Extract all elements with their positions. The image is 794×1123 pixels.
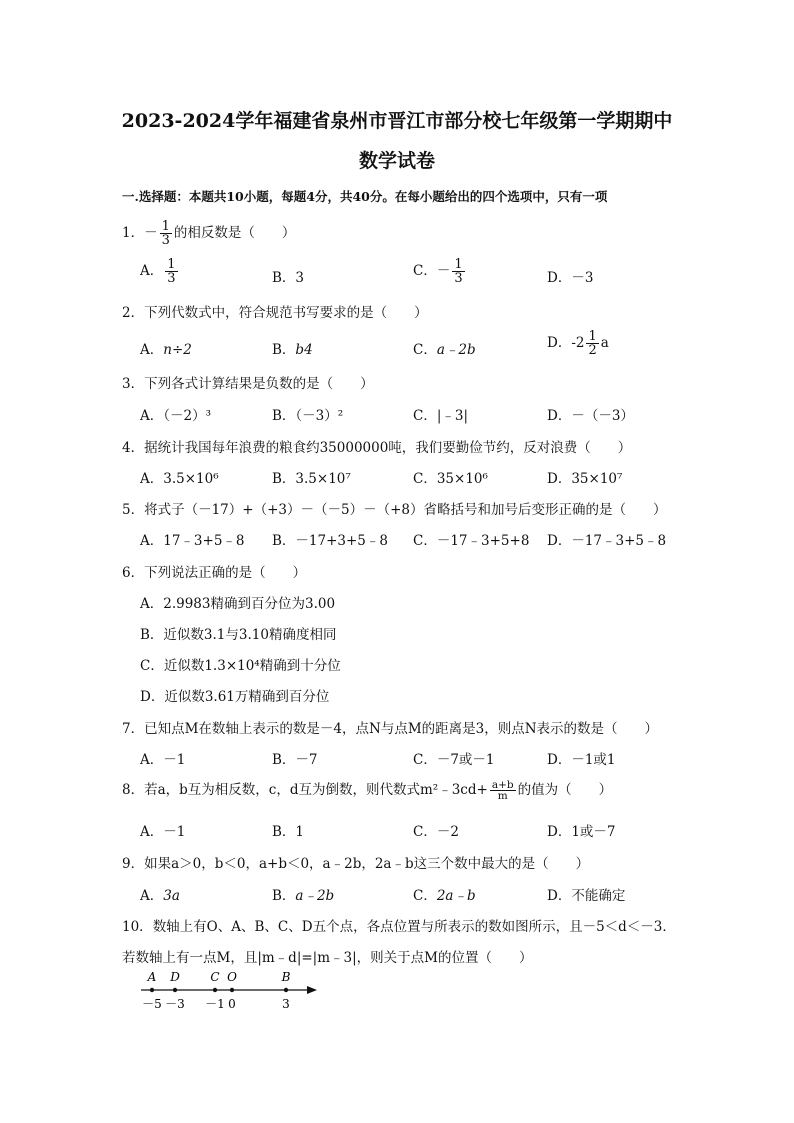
- point-a-value: －5: [142, 997, 162, 1011]
- q6-option-c[interactable]: [140, 654, 341, 674]
- question-number: 1．: [122, 225, 145, 241]
- stem-prefix: 若a，b互为相反数，c，d互为倒数，则代数式m²﹣3cd+: [144, 782, 488, 798]
- question-stem: 如果a＞0，b＜0，a+b＜0，a﹣2b，2a﹣b这三个数中最大的是（ ）: [144, 856, 590, 872]
- option-label: D．: [547, 824, 572, 840]
- axis-arrow: [307, 986, 317, 994]
- question-1: [122, 220, 295, 247]
- question-10: [122, 915, 676, 935]
- option-label: D．: [140, 689, 165, 705]
- point-c-dot: [213, 988, 217, 992]
- fraction-numerator: 1: [588, 329, 597, 344]
- question-stem: 下列各式计算结果是负数的是（ ）: [144, 376, 374, 392]
- option-label: B．: [272, 533, 296, 549]
- q4-option-d[interactable]: [547, 467, 622, 487]
- question-stem: 将式子（－17）+（+3）－（－5）－（+8）省略括号和加号后变形正确的是（ ）: [144, 502, 667, 518]
- question-6: [122, 561, 306, 581]
- option-text: 近似数3.61万精确到百分位: [164, 689, 330, 705]
- option-text: －1: [163, 752, 186, 768]
- question-10-line2: 若数轴上有一点M，且|m﹣d|=|m﹣3|，则关于点M的位置（ ）: [122, 950, 533, 966]
- q8-option-c[interactable]: [413, 820, 459, 840]
- q7-option-b[interactable]: [272, 748, 318, 768]
- option-label: B．: [272, 342, 296, 358]
- option-label: A．: [140, 888, 164, 904]
- option-text: 1或－7: [571, 824, 616, 840]
- q5-option-a[interactable]: [140, 529, 245, 549]
- option-label: A．: [140, 471, 164, 487]
- option-label: D．: [547, 335, 572, 351]
- question-7: [122, 717, 658, 737]
- question-4: [122, 436, 631, 456]
- option-text: 2.9983精确到百分位为3.00: [163, 596, 336, 612]
- q5-option-b[interactable]: [272, 529, 388, 549]
- point-o-value: 0: [228, 997, 236, 1011]
- option-text: n÷2: [163, 342, 192, 358]
- option-text: （－2）³: [163, 408, 212, 424]
- option-text: 近似数3.1与3.10精确度相同: [163, 627, 337, 643]
- q6-option-d[interactable]: [140, 685, 329, 705]
- option-label: A．: [140, 596, 164, 612]
- option-label: A．: [140, 752, 164, 768]
- option-text: －7或－1: [436, 752, 495, 768]
- option-label: C．: [140, 658, 164, 674]
- fraction-numerator: a+b: [491, 778, 514, 791]
- q4-option-a[interactable]: [140, 467, 219, 487]
- point-b-label: B: [281, 970, 291, 984]
- fraction-denominator: 2: [588, 343, 597, 358]
- q9-option-d[interactable]: [547, 884, 625, 904]
- q1-option-c[interactable]: [413, 258, 467, 285]
- question-number: 5．: [122, 502, 145, 518]
- point-d-label: D: [170, 970, 180, 984]
- fraction-denominator: 3: [454, 271, 463, 286]
- option-text: －2: [436, 824, 459, 840]
- stem-prefix: －: [144, 225, 158, 241]
- question-number: 7．: [122, 721, 145, 737]
- option-label: D．: [547, 471, 572, 487]
- option-label: C．: [413, 888, 437, 904]
- option-label: B．: [272, 752, 296, 768]
- option-label: A．: [140, 408, 164, 424]
- question-3: [122, 372, 374, 392]
- question-5: [122, 498, 666, 518]
- option-label: A．: [140, 533, 164, 549]
- q5-option-d[interactable]: [547, 529, 666, 549]
- question-number: 9．: [122, 856, 145, 872]
- q4-option-b[interactable]: [272, 467, 351, 487]
- q3-option-d[interactable]: [547, 404, 634, 424]
- option-label: C．: [413, 342, 437, 358]
- q4-option-c[interactable]: [413, 467, 488, 487]
- option-text: －17+3+5﹣8: [295, 533, 388, 549]
- section-heading: 一.选择题：本题共10小题，每题4分，共40分。在每小题给出的四个选项中，只有一项: [122, 189, 608, 204]
- option-label: B．: [272, 471, 296, 487]
- fraction-numerator: 1: [167, 257, 176, 272]
- q7-option-d[interactable]: [547, 748, 616, 768]
- q1-option-b[interactable]: [272, 266, 304, 286]
- q9-option-a[interactable]: [140, 884, 180, 904]
- option-fraction: [165, 258, 177, 285]
- question-stem: 已知点M在数轴上表示的数是－4，点N与点M的距离是3，则点N表示的数是（ ）: [144, 721, 659, 737]
- option-label: B．: [272, 408, 296, 424]
- q2-option-c[interactable]: [413, 338, 476, 358]
- point-o-dot: [230, 988, 234, 992]
- option-text: b4: [295, 342, 313, 358]
- point-c-value: －1: [205, 997, 225, 1011]
- q3-option-a[interactable]: [140, 404, 211, 424]
- question-stem: 下列代数式中，符合规范书写要求的是（ ）: [144, 305, 428, 321]
- question-2: [122, 301, 428, 321]
- q8-option-d[interactable]: [547, 820, 616, 840]
- question-stem: 据统计我国每年浪费的粮食约35000000吨，我们要勤俭节约，反对浪费（ ）: [144, 440, 632, 456]
- option-label: A．: [140, 263, 164, 279]
- exam-title-line1: 2023-2024学年福建省泉州市晋江市部分校七年级第一学期期中: [121, 110, 673, 132]
- question-stem: 下列说法正确的是（ ）: [144, 565, 307, 581]
- option-label: C．: [413, 752, 437, 768]
- q6-option-b[interactable]: [140, 623, 336, 643]
- question-number: 4．: [122, 440, 145, 456]
- option-text: 3a: [163, 888, 180, 904]
- option-suffix: a: [600, 335, 609, 351]
- q8-option-b[interactable]: [272, 820, 304, 840]
- fraction-denominator: 3: [167, 271, 176, 286]
- option-prefix: －: [436, 263, 451, 279]
- point-a-label: A: [147, 970, 157, 984]
- option-text: |﹣3|: [436, 408, 469, 424]
- point-d-dot: [173, 988, 177, 992]
- question-number: 10．: [122, 919, 153, 935]
- option-text: 3.5×10⁶: [163, 471, 219, 487]
- option-prefix: -2: [571, 335, 585, 351]
- fraction-numerator: 1: [454, 257, 463, 272]
- q7-option-a[interactable]: [140, 748, 185, 768]
- option-text: 17﹣3+5﹣8: [163, 533, 245, 549]
- number-line-figure: [135, 966, 335, 1016]
- option-text: 不能确定: [571, 888, 626, 904]
- q3-option-c[interactable]: [413, 404, 468, 424]
- option-label: D．: [547, 888, 572, 904]
- q2-option-b[interactable]: [272, 338, 313, 358]
- stem-fraction: [160, 220, 172, 247]
- fraction-denominator: 3: [161, 233, 170, 248]
- option-label: D．: [547, 752, 572, 768]
- q9-option-c[interactable]: [413, 884, 476, 904]
- option-text: －（－3）: [571, 408, 634, 424]
- fraction-numerator: 1: [161, 219, 170, 234]
- point-a-dot: [150, 988, 154, 992]
- point-b-value: 3: [282, 997, 290, 1011]
- option-label: D．: [547, 408, 572, 424]
- option-label: C．: [413, 471, 437, 487]
- question-number: 6．: [122, 565, 145, 581]
- option-text: 35×10⁷: [571, 471, 623, 487]
- option-label: C．: [413, 408, 437, 424]
- question-number: 8．: [122, 782, 145, 798]
- option-text: 3.5×10⁷: [295, 471, 351, 487]
- option-label: A．: [140, 824, 164, 840]
- option-text: 3: [295, 270, 305, 286]
- fraction-denominator: m: [497, 790, 508, 802]
- question-number: 2．: [122, 305, 145, 321]
- option-text: 近似数1.3×10⁴精确到十分位: [163, 658, 341, 674]
- q7-option-c[interactable]: [413, 748, 495, 768]
- option-text: a﹣2b: [436, 342, 476, 358]
- option-text: －7: [295, 752, 318, 768]
- option-label: A．: [140, 342, 164, 358]
- option-label: B．: [140, 627, 164, 643]
- option-label: C．: [413, 533, 437, 549]
- option-text: －17﹣3+5+8: [436, 533, 530, 549]
- point-o-label: O: [227, 970, 237, 984]
- option-label: B．: [272, 270, 296, 286]
- question-stem-line1: 数轴上有O、A、B、C、D五个点，各点位置与所表示的数如图所示，且－5＜d＜－3．: [152, 919, 676, 935]
- point-b-dot: [284, 988, 288, 992]
- option-text: （－3）²: [295, 408, 344, 424]
- q9-option-b[interactable]: [272, 884, 334, 904]
- option-label: B．: [272, 888, 296, 904]
- option-label: D．: [547, 533, 572, 549]
- option-label: B．: [272, 824, 296, 840]
- q1-option-d[interactable]: [547, 266, 593, 286]
- option-text: －17﹣3+5﹣8: [571, 533, 667, 549]
- stem-fraction: [490, 780, 516, 802]
- q1-option-a[interactable]: [140, 258, 180, 285]
- option-text: －1: [163, 824, 186, 840]
- option-label: C．: [413, 824, 437, 840]
- q5-option-c[interactable]: [413, 529, 529, 549]
- exam-title-line2: 数学试卷: [358, 150, 435, 172]
- stem-suffix: 的值为（ ）: [517, 782, 613, 798]
- q6-option-a[interactable]: [140, 592, 335, 612]
- option-label: D．: [547, 270, 572, 286]
- point-d-value: －3: [165, 997, 185, 1011]
- q2-option-a[interactable]: [140, 338, 192, 358]
- q3-option-b[interactable]: [272, 404, 343, 424]
- question-8: [122, 778, 612, 802]
- option-text: a﹣2b: [295, 888, 335, 904]
- option-text: －1或1: [571, 752, 616, 768]
- question-9: [122, 852, 589, 872]
- option-label: C．: [413, 263, 437, 279]
- q8-option-a[interactable]: [140, 820, 185, 840]
- stem-suffix: 的相反数是（ ）: [173, 225, 296, 241]
- option-fraction: [586, 330, 598, 357]
- question-number: 3．: [122, 376, 145, 392]
- option-text: －3: [571, 270, 594, 286]
- option-text: 2a﹣b: [436, 888, 476, 904]
- option-text: 35×10⁶: [436, 471, 488, 487]
- q2-option-d[interactable]: [547, 330, 609, 357]
- option-fraction: [452, 258, 464, 285]
- option-text: 1: [295, 824, 305, 840]
- point-c-label: C: [210, 970, 220, 984]
